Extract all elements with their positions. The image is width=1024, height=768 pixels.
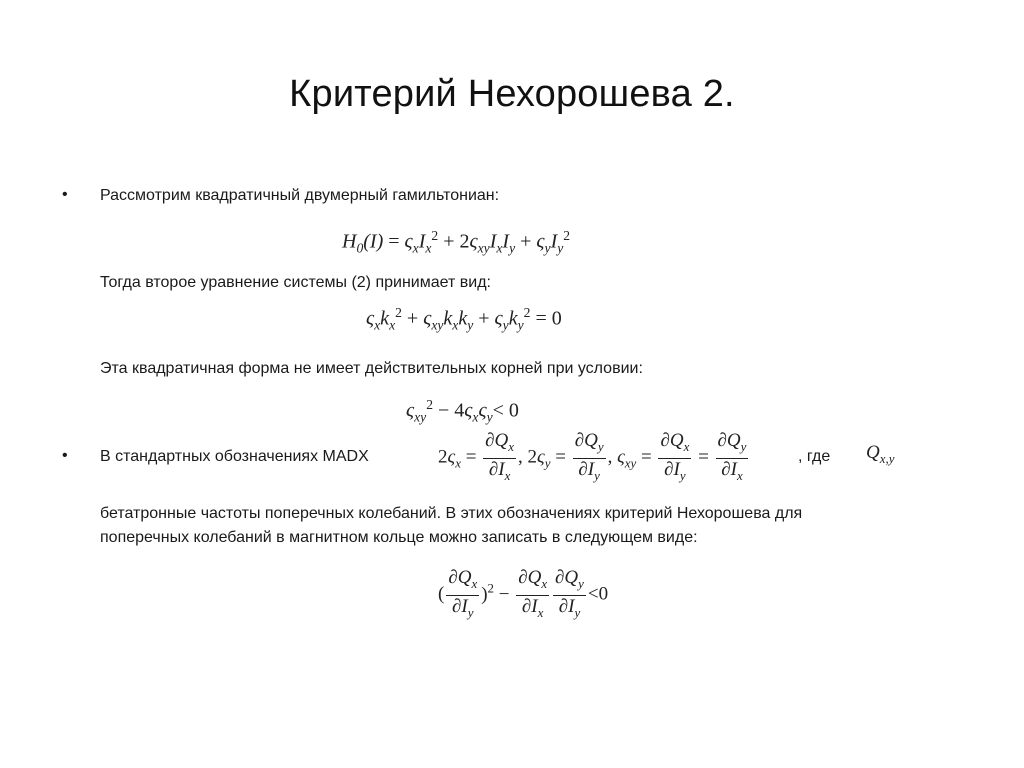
- then-text: Тогда второе уравнение системы (2) принимает вид:: [100, 274, 491, 291]
- betatron-text: бетатронные частоты поперечных колебаний. В этих обозначениях критерий Нехорошева для: [100, 505, 803, 522]
- tune-symbol: $Q_{x,y}$: [866, 442, 895, 466]
- where-text: , где: [798, 448, 831, 465]
- nekhoroshev-criterion-formula: ( $\frac{\partial Q_x}{\partial I_y}$ )$^2$ − $\frac{\partial Q_x}{\partial I_x}$ $\frac{\partial Q_y}{\partial I_y}$ <0: [438, 567, 609, 620]
- form-text: Эта квадратичная форма не имеет действительных корней при условии:: [100, 360, 643, 377]
- slide-title: Критерий Нехорошева 2.: [289, 73, 735, 115]
- madx-definitions-formula: $2\varsigma_x$ = $\frac{\partial Q_x}{\partial I_x}$ , $2\varsigma_y$ = $\frac{\partial Q_y}{\partial I_y}$ , $\varsigma_{xy}$ = $\frac{\partial Q_x}{\partial I_y}$ = $\frac{\partial Q_y}{\partial I_x}$: [438, 430, 747, 483]
- quadratic-equation: $\varsigma_xk_x^2 + \varsigma_{xy}k_xk_y + \varsigma_yk_y^2 = 0$: [366, 305, 562, 333]
- hamiltonian-formula: $H_0(I) = \varsigma_xI_x^2 + 2\varsigma_{xy}I_xI_y + \varsigma_yI_y^2$: [342, 228, 571, 256]
- bullet1-text: Рассмотрим квадратичный двумерный гамильтониан:: [100, 187, 500, 204]
- bullet-marker: •: [62, 447, 68, 464]
- transverse-text: поперечных колебаний в магнитном кольце можно записать в следующем виде:: [100, 529, 698, 546]
- condition-formula: $\varsigma_{xy}^2 - 4\varsigma_x\varsigma_y< 0$: [406, 397, 519, 425]
- bullet-marker: •: [62, 186, 68, 203]
- bullet2-text: В стандартных обозначениях MADX: [100, 448, 369, 465]
